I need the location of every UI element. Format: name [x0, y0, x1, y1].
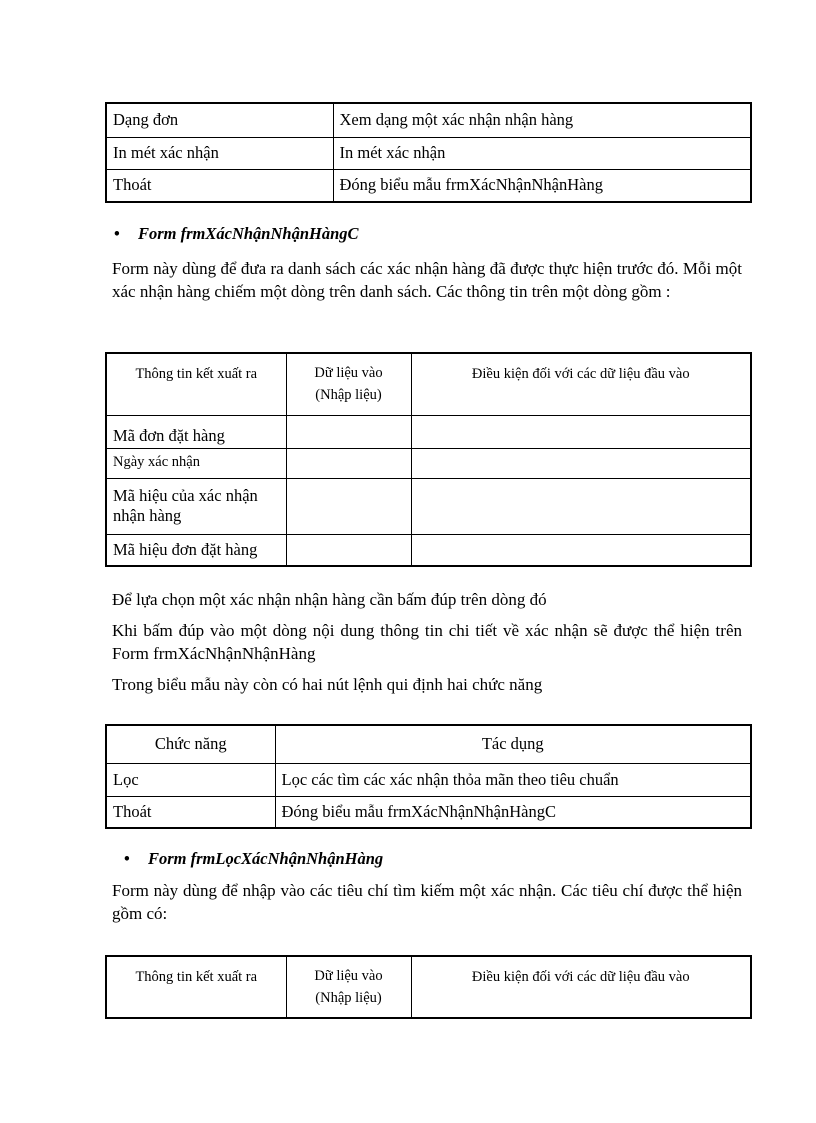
table-row: [106, 103, 751, 137]
table-cell: [411, 415, 751, 448]
header-cell: [411, 956, 751, 1018]
header-text: Điều kiện đối với các dữ liệu đầu vào: [471, 366, 690, 382]
table-cell: [286, 534, 411, 566]
function-table-top: [105, 102, 752, 203]
table-cell: Ngày xác nhận: [106, 448, 286, 478]
header-text: (Nhập liệu): [315, 387, 382, 404]
table-row: [106, 534, 751, 566]
paragraph: Để lựa chọn một xác nhận nhận hàng cần bấm đúp trên dòng đó: [112, 590, 547, 609]
header-cell: [286, 353, 411, 415]
cell-text: Mã hiệu của xác nhận: [113, 486, 258, 506]
table-row: [106, 763, 751, 796]
header-text: Thông tin kết xuất ra: [135, 366, 258, 382]
table-cell: [286, 478, 411, 534]
table-row: [106, 137, 751, 169]
table-cell: Xem dạng một xác nhận nhận hàng: [333, 103, 751, 137]
table-cell: Mã hiệu đơn đặt hàng: [106, 534, 286, 566]
table-cell: [411, 478, 751, 534]
header-cell: [286, 956, 411, 1018]
table-row: [106, 478, 751, 534]
table-row: [106, 796, 751, 828]
table-cell: [411, 534, 751, 566]
heading-text: Form frmXácNhậnNhậnHàngC: [138, 224, 359, 243]
button-function-table: [105, 724, 752, 829]
cell-text: nhận hàng: [113, 506, 182, 525]
table-cell: Mã đơn đặt hàng: [106, 415, 286, 448]
section-heading: [124, 849, 524, 871]
table-cell: Đóng biểu mẫu frmXácNhậnNhậnHàng: [333, 169, 751, 202]
table-row: [106, 169, 751, 202]
form-fields-table: [105, 352, 752, 567]
table-header-row: [106, 353, 751, 415]
header-cell: [106, 353, 286, 415]
section-heading: [114, 224, 514, 246]
header-text: Điều kiện đối với các dữ liệu đầu vào: [471, 969, 690, 985]
heading-text: Form frmLọcXácNhậnNhậnHàng: [148, 849, 384, 868]
header-text: (Nhập liệu): [315, 990, 382, 1007]
table-cell: Thoát: [106, 169, 333, 202]
header-cell: Chức năng: [106, 725, 275, 763]
table-cell: Lọc các tìm các xác nhận thỏa mãn theo tiêu chuẩn: [275, 763, 751, 796]
header-cell: [411, 353, 751, 415]
header-text: Dữ liệu vào: [314, 968, 383, 984]
table-cell: Lọc: [106, 763, 275, 796]
paragraph: Form này dùng để nhập vào các tiêu chí tìm kiếm một xác nhận. Các tiêu chí được thể hiện gồm có:: [112, 881, 742, 923]
table-header-row: [106, 956, 751, 1018]
paragraph: Form này dùng để đưa ra danh sách các xác nhận hàng đã được thực hiện trước đó. Mỗi một xác nhận hàng chiếm một dòng trên danh sách. Các thông tin trên một dòng gồm :: [112, 259, 742, 301]
header-text: Dữ liệu vào: [314, 365, 383, 381]
table-cell: [411, 448, 751, 478]
table-cell: [286, 415, 411, 448]
table-cell: Dạng đơn: [106, 103, 333, 137]
filter-fields-table: [105, 955, 752, 1019]
table-cell: Thoát: [106, 796, 275, 828]
bullet-icon: •: [124, 849, 130, 868]
header-text: Thông tin kết xuất ra: [135, 969, 258, 985]
paragraph: Trong biểu mẫu này còn có hai nút lệnh qui định hai chức năng: [112, 675, 543, 694]
header-cell: Tác dụng: [275, 725, 751, 763]
header-cell: [106, 956, 286, 1018]
table-cell: In mét xác nhận: [106, 137, 333, 169]
table-cell: [106, 478, 286, 534]
paragraph: Khi bấm đúp vào một dòng nội dung thông tin chi tiết về xác nhận sẽ được thể hiện trên Form frmXácNhậnNhậnHàng: [112, 621, 742, 663]
table-cell: [286, 448, 411, 478]
table-cell: Đóng biểu mẫu frmXácNhậnNhậnHàngC: [275, 796, 751, 828]
table-row: [106, 448, 751, 478]
table-header-row: [106, 725, 751, 763]
bullet-icon: •: [114, 224, 120, 243]
table-cell: In mét xác nhận: [333, 137, 751, 169]
table-row: [106, 415, 751, 448]
